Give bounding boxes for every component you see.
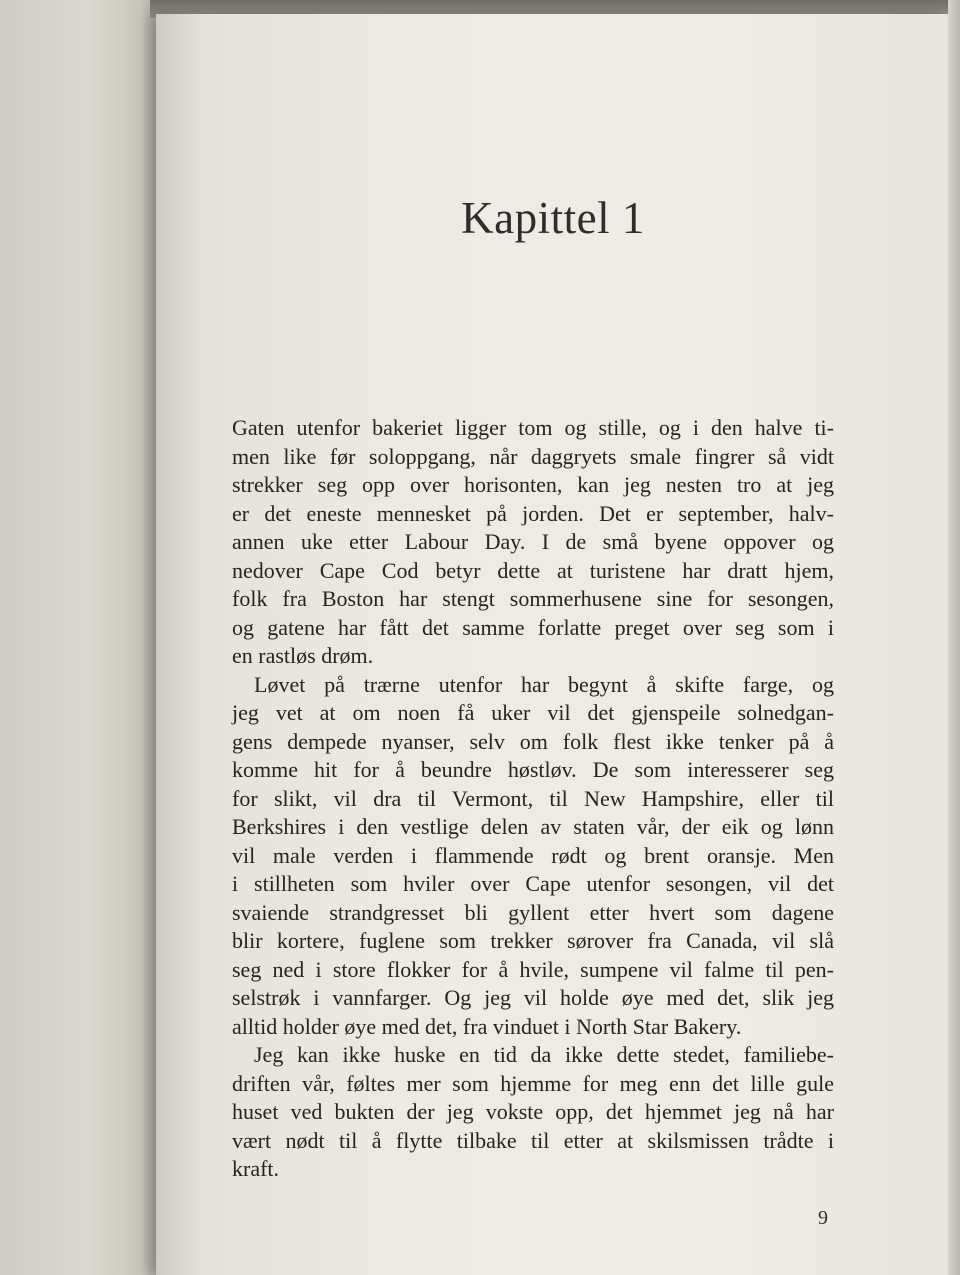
text-line: svaiende strandgresset bli gyllent etter hvert som dagene bbox=[232, 899, 834, 925]
text-line: for slikt, vil dra til Vermont, til New Hampshire, eller til bbox=[232, 785, 834, 811]
text-line: vil male verden i flammende rødt og brent oransje. Men bbox=[232, 842, 834, 868]
text-line: jeg vet at om noen få uker vil det gjenspeile solnedgan- bbox=[232, 700, 834, 725]
text-line: Berkshires i den vestlige delen av staten vår, der eik og lønn bbox=[232, 814, 834, 839]
paragraph-2 bbox=[232, 671, 834, 1042]
text-line: folk fra Boston har stengt sommerhusene sine for sesongen, bbox=[232, 586, 834, 611]
text-line: nedover Cape Cod betyr dette at turistene har dratt hjem, bbox=[232, 557, 834, 583]
book-page bbox=[156, 14, 950, 1275]
text-line: driften vår, føltes mer som hjemme for meg enn det lille gule bbox=[232, 1070, 834, 1096]
text-line: annen uke etter Labour Day. I de små byene oppover og bbox=[232, 529, 834, 554]
text-line: komme hit for å beundre høstløv. De som interesserer seg bbox=[232, 757, 834, 782]
page-edge bbox=[948, 0, 960, 1275]
text-line: alltid holder øye med det, fra vinduet i North Star Bakery. bbox=[232, 1013, 742, 1039]
text-line: Jeg kan ikke huske en tid da ikke dette stedet, familiebe- bbox=[254, 1042, 834, 1067]
text-line: men like før soloppgang, når daggryets smale fingrer så vidt bbox=[232, 443, 834, 469]
text-line: og gatene har fått det samme forlatte preget over seg som i bbox=[232, 614, 834, 640]
page-number: 9 bbox=[818, 1207, 828, 1229]
text-line: gens dempede nyanser, selv om folk flest ikke tenker på å bbox=[232, 728, 834, 754]
text-line: Gaten utenfor bakeriet ligger tom og stille, og i den halve ti- bbox=[232, 415, 834, 440]
text-line: blir kortere, fuglene som trekker sørover fra Canada, vil slå bbox=[232, 928, 834, 953]
facing-page bbox=[0, 0, 160, 1275]
text-line: huset ved bukten der jeg vokste opp, det hjemmet jeg nå har bbox=[232, 1099, 834, 1124]
paragraph-3 bbox=[232, 1041, 834, 1184]
text-line: selstrøk i vannfarger. Og jeg vil holde øye med det, slik jeg bbox=[232, 985, 834, 1010]
text-line: vært nødt til å flytte tilbake til etter at skilsmissen trådte i bbox=[232, 1127, 834, 1153]
text-line: strekker seg opp over horisonten, kan jeg nesten tro at jeg bbox=[232, 472, 834, 497]
text-line: er det eneste mennesket på jorden. Det er september, halv- bbox=[232, 500, 834, 526]
text-line: kraft. bbox=[232, 1156, 280, 1181]
text-line: Løvet på trærne utenfor har begynt å skifte farge, og bbox=[254, 671, 834, 697]
text-line: i stillheten som hviler over Cape utenfor sesongen, vil det bbox=[232, 871, 834, 896]
text-line: seg ned i store flokker for å hvile, sumpene vil falme til pen- bbox=[232, 956, 834, 982]
body-text bbox=[232, 414, 834, 1184]
text-line: en rastløs drøm. bbox=[232, 643, 374, 668]
paragraph-1 bbox=[232, 414, 834, 671]
chapter-title: Kapittel 1 bbox=[461, 193, 645, 243]
